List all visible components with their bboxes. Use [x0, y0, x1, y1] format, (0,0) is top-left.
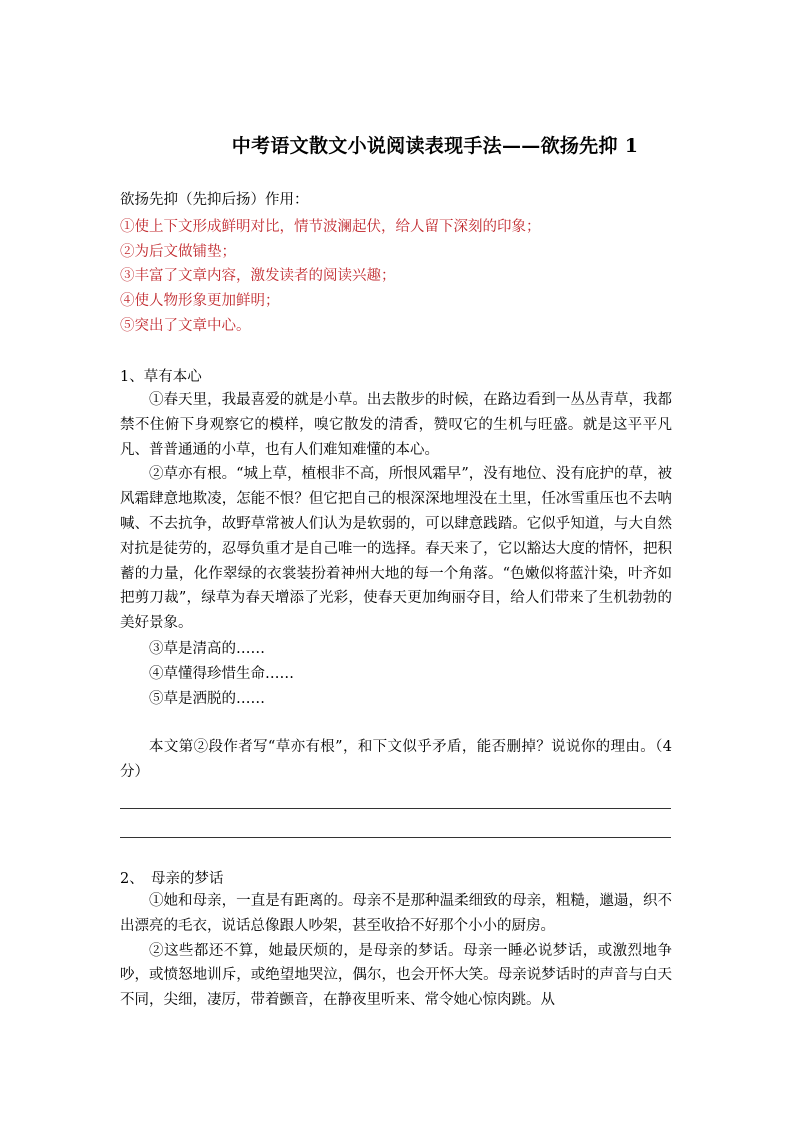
intro-point-2: ②为后文做铺垫； [120, 244, 236, 260]
page-title: 中考语文散文小说阅读表现手法——欲扬先抑 1 [231, 135, 639, 157]
section2-heading: 2、 母亲的梦话 [120, 871, 224, 887]
section1-item-5: ⑤草是洒脱的…… [149, 691, 265, 707]
intro-point-3: ③丰富了文章内容，激发读者的阅读兴趣； [120, 268, 396, 284]
section1-question: 本文第②段作者写“草亦有根”，和下文似乎矛盾，能否删掉？说说你的理由。（4分） [120, 739, 672, 780]
section1-item-4: ④草懂得珍惜生命…… [149, 666, 294, 682]
section1-item-3: ③草是清高的…… [149, 641, 265, 657]
intro-point-1: ①使上下文形成鲜明对比，情节波澜起伏，给人留下深刻的印象； [120, 219, 541, 235]
section1-heading: 1、草有本心 [120, 369, 202, 385]
section2-body [120, 889, 672, 1013]
section1-body [120, 388, 672, 636]
section1-question-block [120, 735, 672, 785]
answer-line-2[interactable] [120, 837, 671, 838]
section1-para-1: ①春天里，我最喜爱的就是小草。出去散步的时候，在路边看到一丛丛青草，我都禁不住俯下身观察它的模样，嗅它散发的清香，赞叹它的生机与旺盛。就是这平平凡凡、普普通通的小草，也有人们难知难懂的本心。 [120, 392, 672, 458]
intro-point-4: ④使人物形象更加鲜明； [120, 293, 280, 309]
intro-heading: 欲扬先抑（先抑后扬）作用： [120, 192, 309, 208]
intro-point-5: ⑤突出了文章中心。 [120, 318, 251, 334]
section2-para-1: ①她和母亲，一直是有距离的。母亲不是那种温柔细致的母亲，粗糙，邋遢，织不出漂亮的毛衣，说话总像跟人吵架，甚至收拾不好那个小小的厨房。 [120, 893, 672, 934]
section2-para-2: ②这些都还不算，她最厌烦的，是母亲的梦话。母亲一睡必说梦话，或激烈地争吵，或愤怒地训斥，或绝望地哭泣，偶尔，也会开怀大笑。母亲说梦话时的声音与白天不同，尖细，凄厉，带着颤音，在静夜里听来、常令她心惊肉跳。从 [120, 942, 672, 1009]
answer-line-1[interactable] [120, 808, 671, 809]
section1-para-2: ②草亦有根。“城上草，植根非不高，所恨风霜早”，没有地位、没有庇护的草，被风霜肆意地欺凌，怎能不恨？但它把自己的根深深地埋没在土里，任冰雪重压也不去呐喊、不去抗争，故野草常被人们认为是软弱的，可以肆意践踏。它似乎知道，与大自然对抗是徒劳的，忍辱负重才是自己唯一的选择。春天来了，它以豁达大度的情怀，把积蓄的力量，化作翠绿的衣裳装扮着神州大地的每一个角落。“色嫩似将蓝汁染，叶齐如把剪刀裁”，绿草为春天增添了光彩，使春天更加绚丽夺目，给人们带来了生机勃勃的美好景象。 [120, 466, 672, 632]
